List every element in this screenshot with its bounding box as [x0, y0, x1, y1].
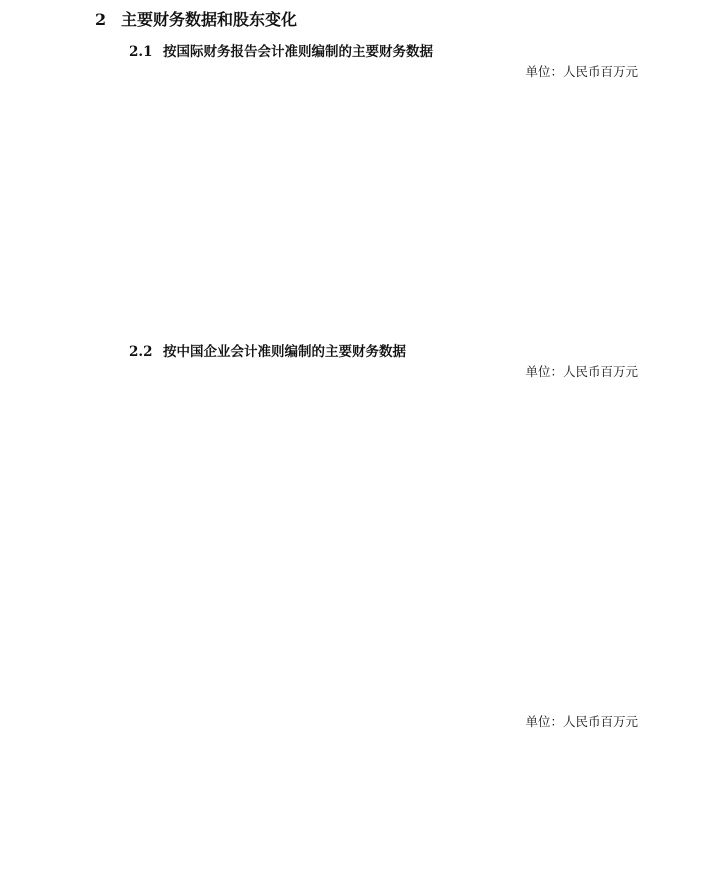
unit-label: 单位：人民币百万元	[525, 64, 638, 79]
section-title: 主要财务数据和股东变化	[121, 10, 298, 29]
subsection-heading-cas	[129, 340, 406, 360]
subsection-number: 2.2	[129, 344, 153, 360]
subsection-heading-ifrs	[129, 40, 433, 60]
subsection-number: 2.1	[129, 44, 153, 60]
unit-label: 单位：人民币百万元	[525, 364, 638, 379]
section-heading	[95, 7, 297, 30]
unit-label: 单位：人民币百万元	[525, 714, 638, 729]
subsection-title: 按国际财务报告会计准则编制的主要财务数据	[163, 44, 433, 60]
section-number: 2	[95, 10, 107, 29]
subsection-title: 按中国企业会计准则编制的主要财务数据	[163, 344, 406, 360]
